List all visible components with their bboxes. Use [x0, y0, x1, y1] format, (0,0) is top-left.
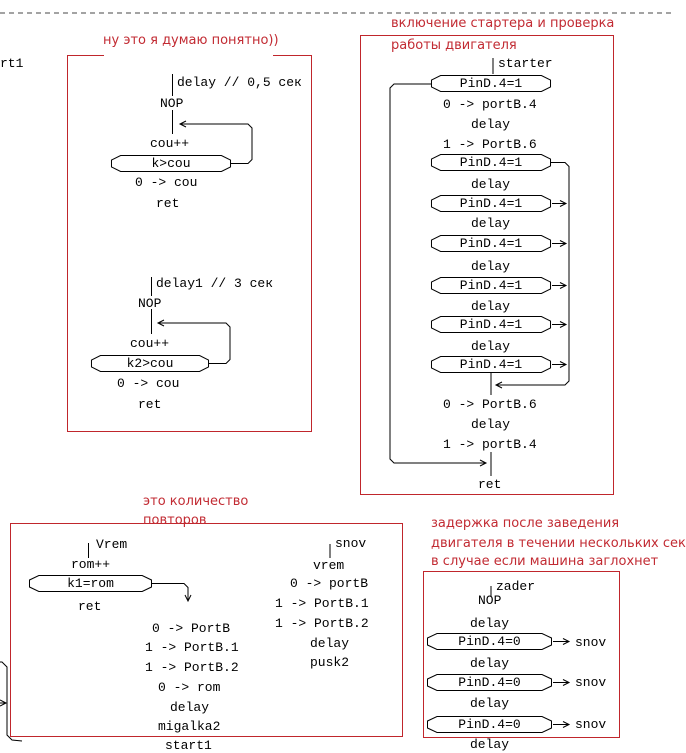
starter-entry-label: starter — [498, 56, 553, 71]
vrem-ret: ret — [78, 599, 102, 614]
box1-frame — [67, 55, 312, 432]
snov-step-delay: delay — [310, 636, 350, 651]
delay05-condition-shape: k>cou — [111, 155, 231, 172]
delay05-increment: cou++ — [150, 136, 190, 151]
box2-title-line1: включение стартера и проверка — [391, 16, 615, 31]
zader-delay-1: delay — [470, 616, 510, 631]
box3-title-line1: это количество — [143, 494, 249, 509]
box3-title-line2: повторов — [143, 513, 207, 528]
starter-portb6-on: 1 -> PortB.6 — [443, 137, 537, 152]
starter-delay-2: delay — [471, 177, 511, 192]
box4-title-line1: задержка после заведения — [431, 516, 620, 531]
zader-check-shape-3: PinD.4=0 — [427, 716, 552, 733]
delay3-ret: ret — [138, 397, 162, 412]
delay05-nop: NOP — [160, 96, 184, 111]
main-step-migalka2: migalka2 — [158, 719, 221, 734]
box4-title-line3: в случае если машина заглохнет — [431, 554, 659, 569]
snov-entry-label: snov — [335, 536, 367, 551]
box4-frame — [423, 571, 620, 738]
snov-step-portb1-on: 1 -> PortB.1 — [275, 596, 369, 611]
box1-top-right-segment — [273, 55, 312, 56]
vrem-entry-label: Vrem — [96, 537, 128, 552]
starter-check-shape-2: PinD.4=1 — [431, 154, 551, 171]
vrem-condition-shape: k1=rom — [29, 575, 152, 592]
starter-delay-7: delay — [471, 417, 511, 432]
main-step-portb-off: 0 -> PortB — [152, 621, 231, 636]
zader-delay-3: delay — [470, 696, 510, 711]
box1-top-left-segment — [67, 55, 104, 56]
starter-portb4-off: 0 -> portB.4 — [443, 97, 537, 112]
starter-portb4-on: 1 -> portB.4 — [443, 437, 537, 452]
delay3-reset: 0 -> cou — [117, 376, 180, 391]
zader-branch-3: snov — [575, 717, 607, 732]
starter-check-shape-1: PinD.4=1 — [431, 75, 551, 92]
main-step-portb2-on: 1 -> PortB.2 — [145, 660, 239, 675]
starter-delay-6: delay — [471, 339, 511, 354]
main-step-rom-reset: 0 -> rom — [158, 680, 221, 695]
snov-step-portb-off: 0 -> portB — [290, 576, 369, 591]
starter-check-shape-5: PinD.4=1 — [431, 277, 551, 294]
start1-cut-label: rt1 — [0, 56, 24, 71]
starter-delay-5: delay — [471, 299, 511, 314]
starter-check-shape-7: PinD.4=1 — [431, 356, 551, 373]
snov-step-vrem: vrem — [313, 558, 345, 573]
starter-ret: ret — [478, 477, 502, 492]
snov-step-pusk2: pusk2 — [310, 655, 350, 670]
delay05-entry-label: delay // 0,5 сек — [177, 75, 302, 90]
delay3-nop: NOP — [138, 296, 162, 311]
starter-delay-4: delay — [471, 259, 511, 274]
zader-check-shape-2: PinD.4=0 — [427, 674, 552, 691]
delay3-increment: cou++ — [130, 336, 170, 351]
zader-branch-1: snov — [575, 635, 607, 650]
starter-check-shape-6: PinD.4=1 — [431, 316, 551, 333]
vrem-increment: rom++ — [71, 557, 111, 572]
starter-portb6-off: 0 -> PortB.6 — [443, 397, 537, 412]
zader-entry-label: zader — [496, 579, 536, 594]
zader-delay-2: delay — [470, 656, 510, 671]
delay05-ret: ret — [156, 196, 180, 211]
starter-check-shape-3: PinD.4=1 — [431, 195, 551, 212]
delay3-entry-label: delay1 // 3 сек — [156, 276, 274, 291]
starter-delay-3: delay — [471, 216, 511, 231]
delay05-reset: 0 -> cou — [135, 175, 198, 190]
snov-step-portb2-on: 1 -> PortB.2 — [275, 616, 369, 631]
box4-title-line2: двигателя в течении нескольких сек — [431, 536, 686, 551]
starter-check-shape-4: PinD.4=1 — [431, 235, 551, 252]
main-step-delay: delay — [170, 700, 210, 715]
starter-delay-1: delay — [471, 117, 511, 132]
box1-title: ну это я думаю понятно)) — [103, 33, 279, 48]
box2-title-line2: работы двигателя — [391, 38, 517, 53]
zader-branch-2: snov — [575, 675, 607, 690]
zader-check-shape-1: PinD.4=0 — [427, 633, 552, 650]
main-step-start1: start1 — [165, 738, 212, 753]
zader-delay-4: delay — [470, 737, 510, 752]
main-step-portb1-on: 1 -> PortB.1 — [145, 640, 239, 655]
delay3-condition-shape: k2>cou — [91, 355, 209, 372]
zader-nop: NOP — [478, 593, 502, 608]
